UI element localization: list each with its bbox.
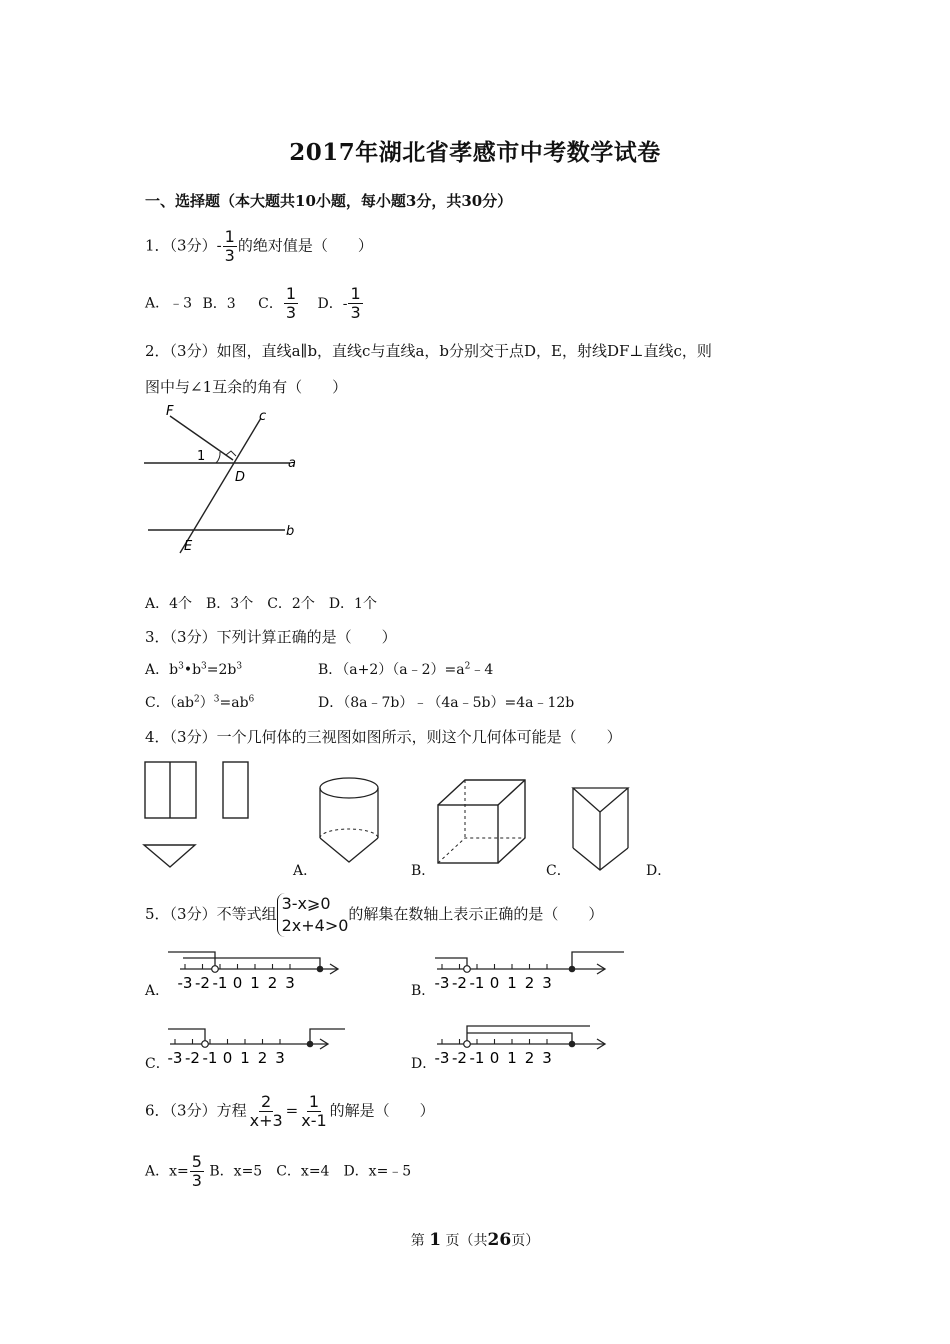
q5-option-b: B． [411,983,436,999]
label-b: b [286,524,295,539]
q6-option-a-fraction [190,1153,204,1190]
page-title: 2017年湖北省孝感市中考数学试卷 [289,139,661,166]
ray-right [183,958,320,969]
q1-c-num: 1 [285,284,297,303]
tick-label: 2 [267,974,278,992]
tick-label: 0 [222,1049,233,1067]
open-point [464,1041,471,1048]
question-5-stem [145,893,603,937]
q5-ineq-1: 3-x⩾0 [281,894,331,913]
q3-a-exp1: 3 [178,661,184,672]
line-c [180,418,261,553]
q3-c-mid: ） [199,695,214,711]
tick-label: -2 [452,1049,467,1067]
q6-prefix: 6．（3分）方程 [145,1101,247,1120]
q3-b-pre: B．（a+2）（a﹣2）=a [318,662,465,678]
tick-label: 2 [524,1049,535,1067]
tick-label: -3 [177,974,193,992]
q3-c-exp2: 3 [213,694,220,705]
q1-option-d [317,284,364,322]
q1-c-den: 3 [285,303,297,322]
q1-d-den: 3 [350,303,361,322]
q4-option-a: A． [293,863,318,879]
q1-frac-den: 3 [224,246,235,265]
q1-minus: - [216,236,222,255]
q6-equals: = [285,1101,299,1120]
q5-option-d: D． [411,1056,437,1072]
tick-label: 3 [542,1049,552,1067]
label-a: a [288,456,296,471]
q5-numberline-c [165,1020,355,1068]
q1-fraction [223,228,237,265]
section-heading: 一、选择题（本大题共10小题，每小题3分，共30分） [145,192,513,210]
q1-prefix: 1．（3分） [145,236,217,255]
tick-label: 0 [489,1049,500,1067]
label-F: F [166,404,174,419]
q1-option-a: A．﹣3 [145,295,193,312]
tick-label: 0 [232,974,243,992]
tick-label: -2 [195,974,210,992]
ray-right [572,952,624,969]
tick-label: -2 [185,1049,200,1067]
q3-c-exp3: 6 [248,694,255,705]
tick-label: 3 [285,974,295,992]
footer-total-pages: 26 [487,1230,512,1250]
q6-fraction-1 [248,1093,285,1130]
q4-option-c: C． [546,863,571,879]
q4-option-b: B． [411,863,436,879]
q6-a-num: 5 [191,1152,202,1171]
question-1-options [145,285,364,322]
q3-option-c [145,692,254,712]
question-4-figures [140,760,670,880]
q3-a-exp2: 3 [201,661,207,672]
option-a-base-hidden [320,829,378,838]
question-6-options [145,1153,411,1190]
q3-b-exp: 2 [464,661,471,672]
q3-c-mid2: =ab [219,695,249,711]
q1-option-c [258,284,299,322]
tick-label: -3 [434,1049,450,1067]
label-E: E [184,539,193,554]
q5-numberline-d [432,1020,622,1068]
tick-label: 1 [507,974,517,992]
q6-f2-num: 1 [308,1092,320,1111]
tick-label: -1 [202,1049,218,1067]
option-b-cube-edge [498,780,525,805]
open-point [202,1041,209,1048]
ticks [435,964,552,992]
question-2-stem-line2: 图中与∠1互余的角有（ ） [145,378,348,396]
footer-pre: 第 [410,1233,425,1249]
q6-a-den: 3 [191,1171,202,1190]
ray-left [168,952,215,969]
q6-fraction-2 [299,1093,328,1130]
q3-a-mid2: =2b [206,662,237,678]
ray-mid [467,1033,572,1044]
question-3-stem: 3．（3分）下列计算正确的是（ ） [145,628,397,646]
tick-label: 1 [507,1049,517,1067]
angle-1-arc [216,452,220,463]
q4-option-d: D． [646,863,672,879]
ray-left [435,958,467,969]
option-c-prism-top [573,788,628,812]
q5-ineq-2: 2x+4>0 [281,916,349,935]
tick-label: 2 [257,1049,268,1067]
top-view [144,845,195,867]
ray-right [310,1029,345,1044]
q1-d-num: 1 [350,284,361,303]
page-footer [0,1230,950,1250]
q3-a-pre: A．b [145,662,179,678]
solid-point [569,966,576,973]
tick-label: -1 [469,974,485,992]
label-D: D [235,470,246,485]
label-1: 1 [197,449,206,464]
tick-label: 1 [240,1049,250,1067]
q1-suffix: 的绝对值是（ ） [237,236,373,255]
q3-option-a [145,659,242,679]
tick-label: -1 [469,1049,485,1067]
open-point [464,966,471,973]
q1-option-d-label: D． [317,295,343,312]
tick-label: -2 [452,974,467,992]
tick-label: 3 [275,1049,285,1067]
question-1-stem [145,228,373,265]
solid-point [307,1041,314,1048]
q3-c-pre: C．（ab [145,695,195,711]
q1-option-c-label: C． [258,295,283,312]
label-c: c [259,409,267,424]
q1-option-d-minus: - [342,295,348,312]
option-a-cylinder-top [320,778,378,798]
q6-f1-num: 2 [261,1092,272,1111]
tick-label: -3 [434,974,450,992]
ticks [178,964,295,992]
open-point [212,966,219,973]
q3-option-d: D．（8a﹣7b）﹣（4a﹣5b）=4a﹣12b [318,695,575,711]
q1-option-b: B．3 [202,295,236,312]
footer-mid: 页（共 [445,1233,488,1249]
q5-inequality-system [277,893,349,937]
q5-numberline-b [432,945,632,993]
q5-prefix: 5．（3分）不等式组 [145,905,277,923]
solid-point [317,966,324,973]
q3-a-mid: •b [183,662,202,678]
q5-numberline-a [165,945,345,993]
solid-point [569,1041,576,1048]
q6-suffix: 的解是（ ） [329,1101,435,1120]
ticks [435,1039,552,1067]
q6-option-a-pre: A．x= [145,1163,189,1180]
q3-option-b [318,659,493,679]
q6-options-rest: B．x=5 C．x=4 D．x=﹣5 [209,1163,412,1180]
q6-f2-den: x-1 [301,1111,327,1130]
tick-label: 0 [489,974,500,992]
tick-label: 2 [524,974,535,992]
tick-label: -1 [212,974,228,992]
tick-label: -3 [167,1049,183,1067]
footer-page-number: 1 [429,1230,442,1250]
q1-frac-num: 1 [224,227,235,246]
question-6-stem [145,1093,435,1130]
footer-post: 页） [511,1233,540,1249]
right-angle-mark [226,451,236,456]
q3-b-post: ﹣4 [470,662,494,678]
question-2-stem-line1: 2．（3分）如图，直线a∥b，直线c与直线a，b分别交于点D，E，射线DF⊥直线c，则 [145,342,712,360]
q1-option-c-fraction [284,285,298,322]
ray-left [168,1029,205,1044]
q6-f1-den: x+3 [249,1111,283,1130]
q1-option-d-fraction [348,285,362,322]
question-4-stem: 4．（3分）一个几何体的三视图如图所示，则这个几何体可能是（ ） [145,728,622,746]
tick-label: 1 [250,974,260,992]
q3-c-exp1: 2 [194,694,200,705]
question-2-options: A．4个 B．3个 C．2个 D．1个 [145,596,377,612]
q5-option-c: C． [145,1056,170,1072]
option-a-cone [320,838,378,862]
tick-label: 3 [542,974,552,992]
q5-option-a: A． [145,983,170,999]
ticks [168,1039,285,1067]
q5-suffix: 的解集在数轴上表示正确的是（ ） [348,905,604,923]
question-2-figure [140,400,310,565]
q3-a-exp3: 3 [236,661,243,672]
side-view [223,762,248,818]
